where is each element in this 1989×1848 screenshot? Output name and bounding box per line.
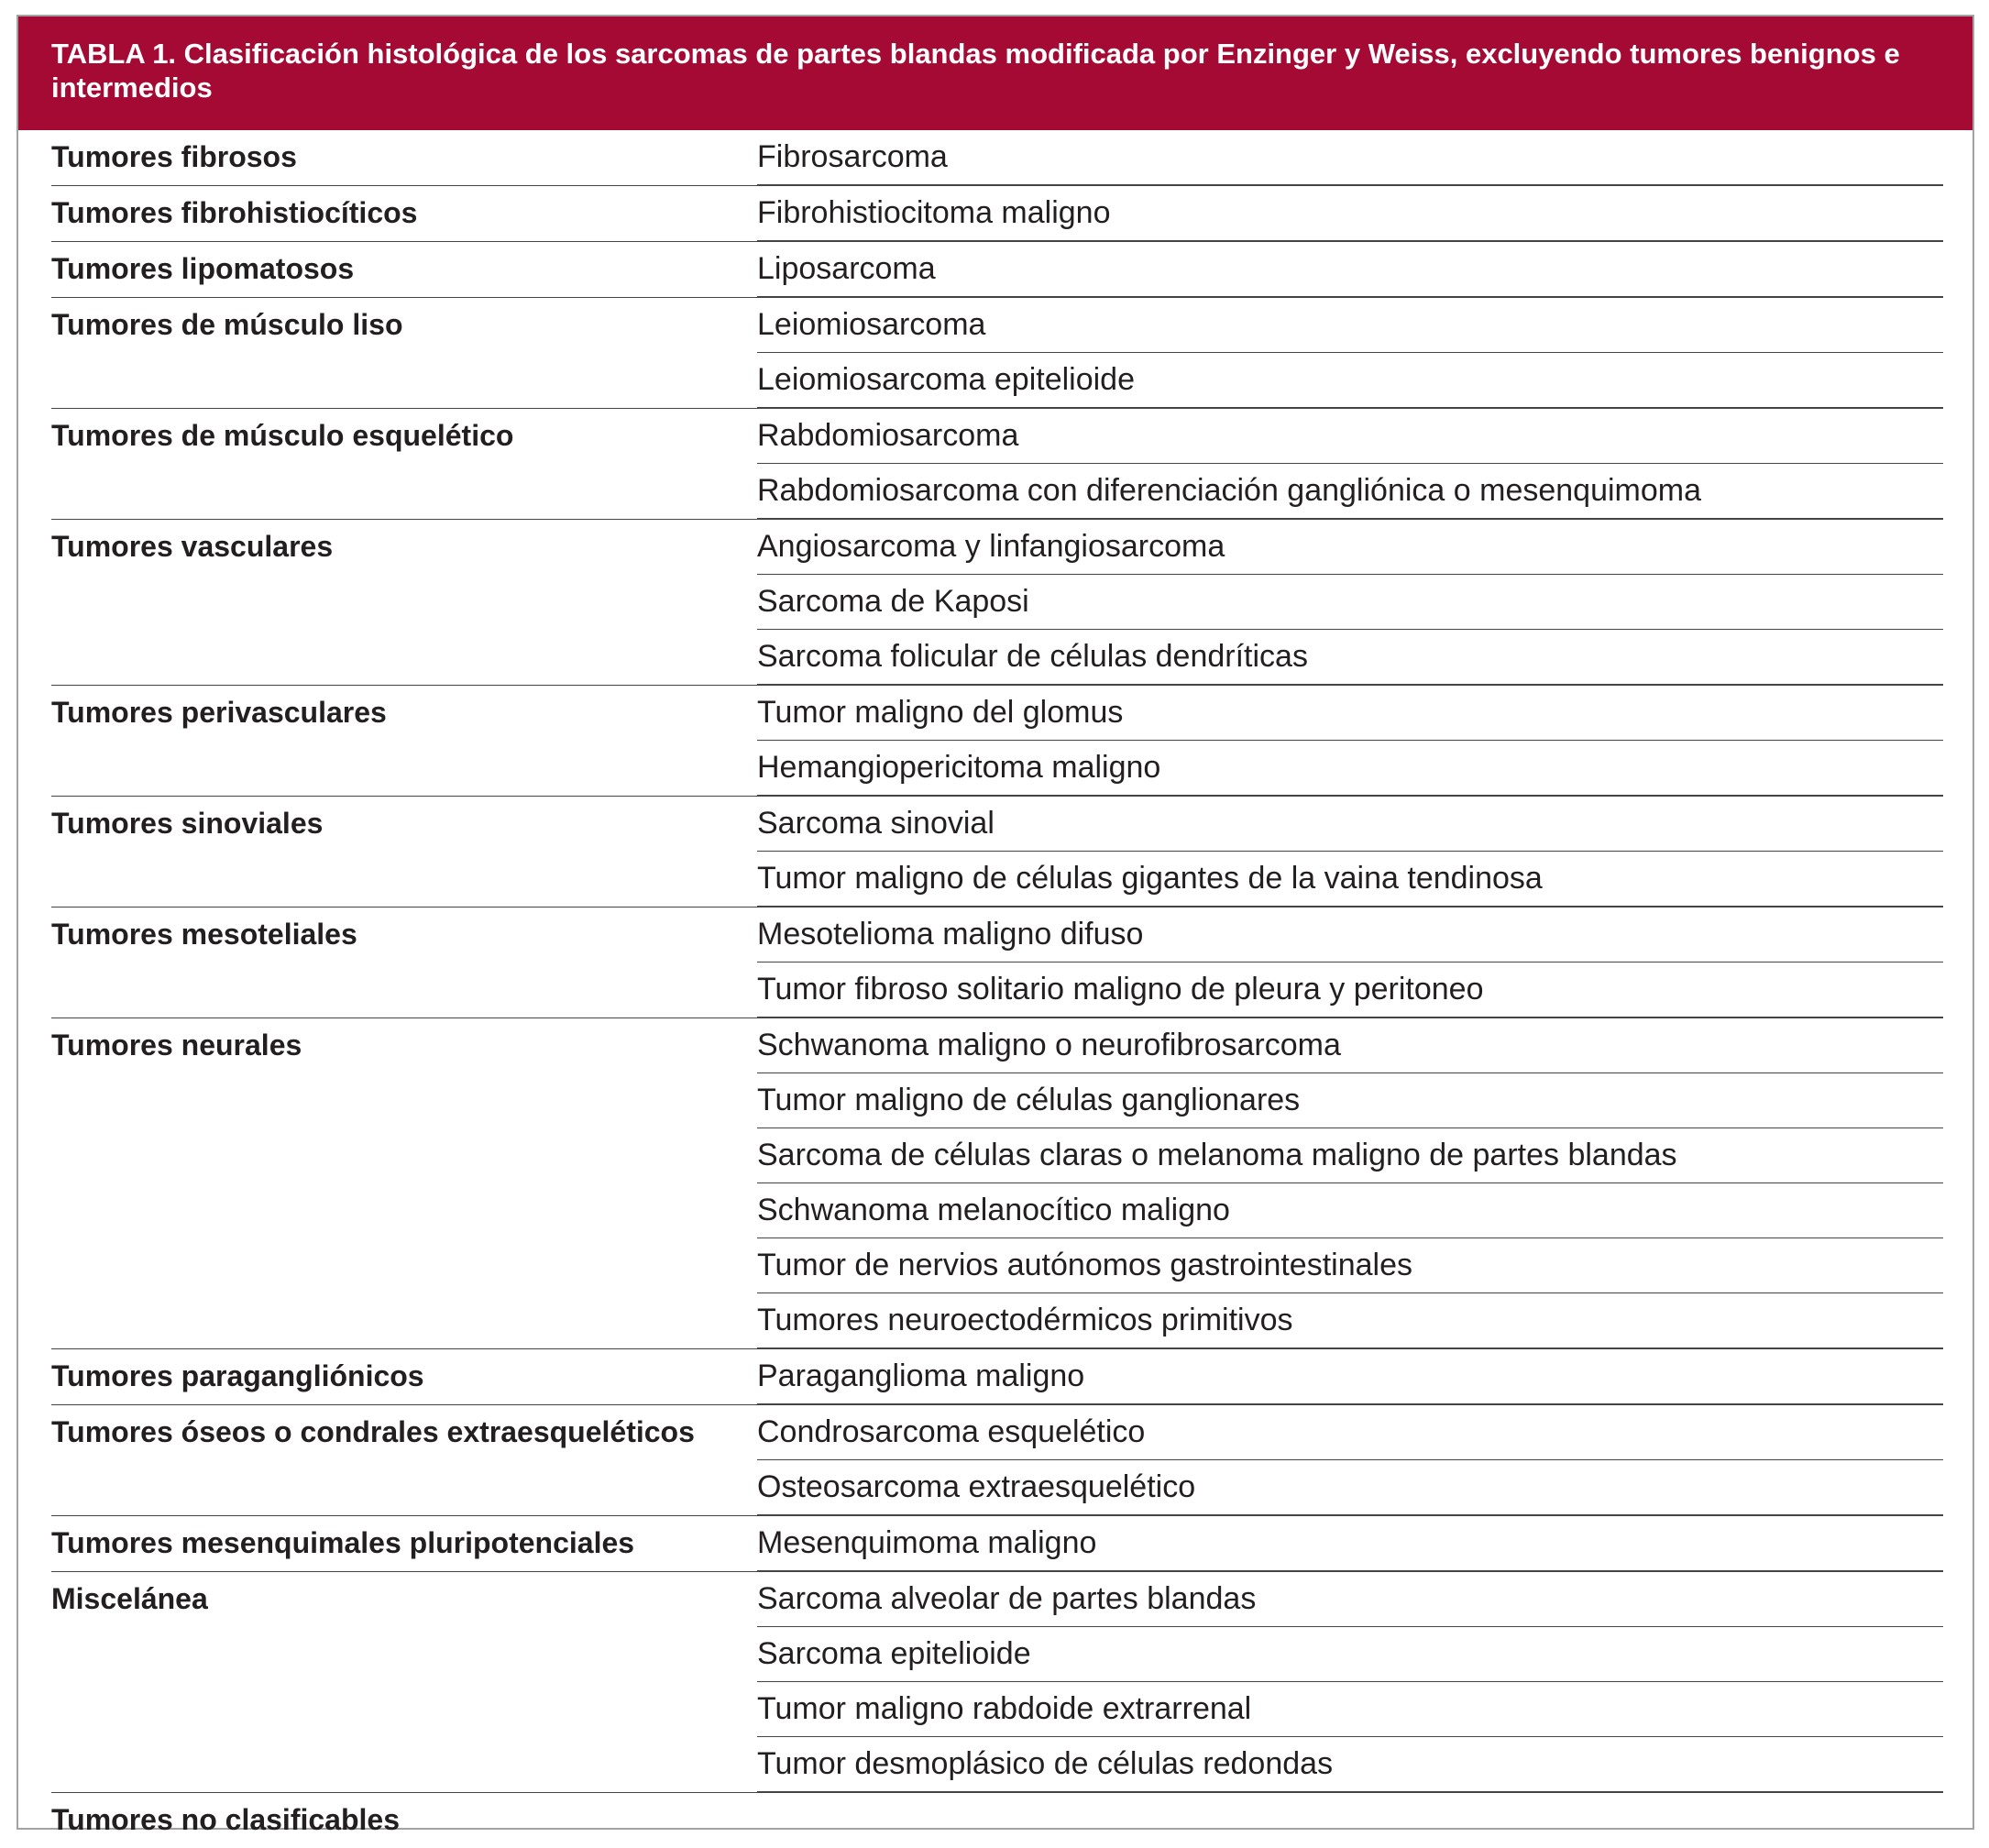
tumor-item: Tumor maligno de células gigantes de la vaina tendinosa [757, 852, 1943, 907]
tumor-item: Leiomiosarcoma [757, 298, 1943, 353]
tumor-item: Tumor fibroso solitario maligno de pleura y peritoneo [757, 962, 1943, 1018]
tumor-item: Rabdomiosarcoma [757, 409, 1943, 464]
group-items [757, 1349, 1943, 1404]
group-label: Tumores de músculo liso [51, 308, 403, 341]
table-group-row [51, 1515, 1943, 1571]
table-group-row [51, 796, 1943, 907]
table-body [18, 130, 1973, 1848]
group-items [757, 409, 1943, 519]
tumor-item: Sarcoma de células claras o melanoma maligno de partes blandas [757, 1128, 1943, 1183]
tumor-item: Tumor maligno rabdoide extrarrenal [757, 1682, 1943, 1737]
group-items [757, 686, 1943, 796]
group-items [757, 797, 1943, 907]
group-label: Tumores sinoviales [51, 807, 324, 840]
tumor-item: Sarcoma epitelioide [757, 1627, 1943, 1682]
table-group-row [51, 1571, 1943, 1792]
tumor-item: Condrosarcoma esquelético [757, 1405, 1943, 1460]
tumor-item: Fibrosarcoma [757, 130, 1943, 185]
group-items [757, 908, 1943, 1018]
group-label: Tumores fibrosos [51, 140, 297, 173]
table-group-row [51, 1404, 1943, 1515]
table-group-row [51, 1348, 1943, 1404]
group-label: Miscelánea [51, 1582, 208, 1615]
group-label: Tumores mesoteliales [51, 918, 357, 951]
group-items [757, 186, 1943, 241]
group-items [757, 1018, 1943, 1348]
group-items [757, 242, 1943, 297]
group-label: Tumores no clasificables [51, 1803, 400, 1836]
tumor-item: Mesotelioma maligno difuso [757, 908, 1943, 962]
group-label: Tumores óseos o condrales extraesqueléticos [51, 1415, 695, 1448]
tumor-item: Tumor desmoplásico de células redondas [757, 1737, 1943, 1792]
tumor-item: Angiosarcoma y linfangiosarcoma [757, 520, 1943, 575]
group-items [757, 1793, 1943, 1848]
tumor-item: Liposarcoma [757, 242, 1943, 297]
group-label: Tumores neurales [51, 1028, 302, 1062]
table-group-row [51, 185, 1943, 241]
table-group-row [51, 1792, 1943, 1848]
tumor-item: Hemangiopericitoma maligno [757, 741, 1943, 796]
classification-table [16, 15, 1974, 1836]
group-items [757, 1405, 1943, 1515]
tumor-item: Tumores neuroectodérmicos primitivos [757, 1293, 1943, 1348]
group-label: Tumores paragangliónicos [51, 1359, 424, 1392]
group-items [757, 1572, 1943, 1792]
group-items [757, 130, 1943, 185]
group-label: Tumores lipomatosos [51, 252, 355, 285]
table-header [18, 16, 1973, 130]
group-label: Tumores perivasculares [51, 696, 387, 729]
tumor-item: Leiomiosarcoma epitelioide [757, 353, 1943, 408]
table-group-row [51, 130, 1943, 185]
group-label: Tumores fibrohistiocíticos [51, 196, 418, 229]
tumor-item: Tumor maligno de células ganglionares [757, 1073, 1943, 1128]
tumor-item: Sarcoma folicular de células dendríticas [757, 630, 1943, 685]
tumor-item: Paraganglioma maligno [757, 1349, 1943, 1404]
table-group-row [51, 297, 1943, 408]
tumor-item: Sarcoma sinovial [757, 797, 1943, 852]
table-group-row [51, 241, 1943, 297]
table-group-row [51, 519, 1943, 685]
tumor-item: Osteosarcoma extraesquelético [757, 1460, 1943, 1515]
table-group-row [51, 685, 1943, 796]
tumor-item: Fibrohistiocitoma maligno [757, 186, 1943, 241]
tumor-item: Schwanoma maligno o neurofibrosarcoma [757, 1018, 1943, 1073]
group-items [757, 298, 1943, 408]
tumor-item: Sarcoma alveolar de partes blandas [757, 1572, 1943, 1627]
table-group-row [51, 907, 1943, 1018]
tumor-item: Schwanoma melanocítico maligno [757, 1183, 1943, 1238]
group-label: Tumores vasculares [51, 530, 334, 563]
group-label: Tumores mesenquimales pluripotenciales [51, 1526, 635, 1559]
table-title: TABLA 1. Clasificación histológica de los sarcomas de partes blandas modificada por Enzinger y Weiss, excluyendo tumores benignos e intermedios [51, 38, 1900, 104]
group-items [757, 1516, 1943, 1571]
tumor-item: Sarcoma de Kaposi [757, 575, 1943, 630]
group-items [757, 520, 1943, 685]
table-group-row [51, 408, 1943, 519]
table-group-row [51, 1018, 1943, 1348]
tumor-item: Rabdomiosarcoma con diferenciación gangliónica o mesenquimoma [757, 464, 1943, 519]
tumor-item: Mesenquimoma maligno [757, 1516, 1943, 1571]
group-label: Tumores de músculo esquelético [51, 419, 514, 452]
tumor-item: Tumor maligno del glomus [757, 686, 1943, 741]
tumor-item: Tumor de nervios autónomos gastrointestinales [757, 1238, 1943, 1293]
